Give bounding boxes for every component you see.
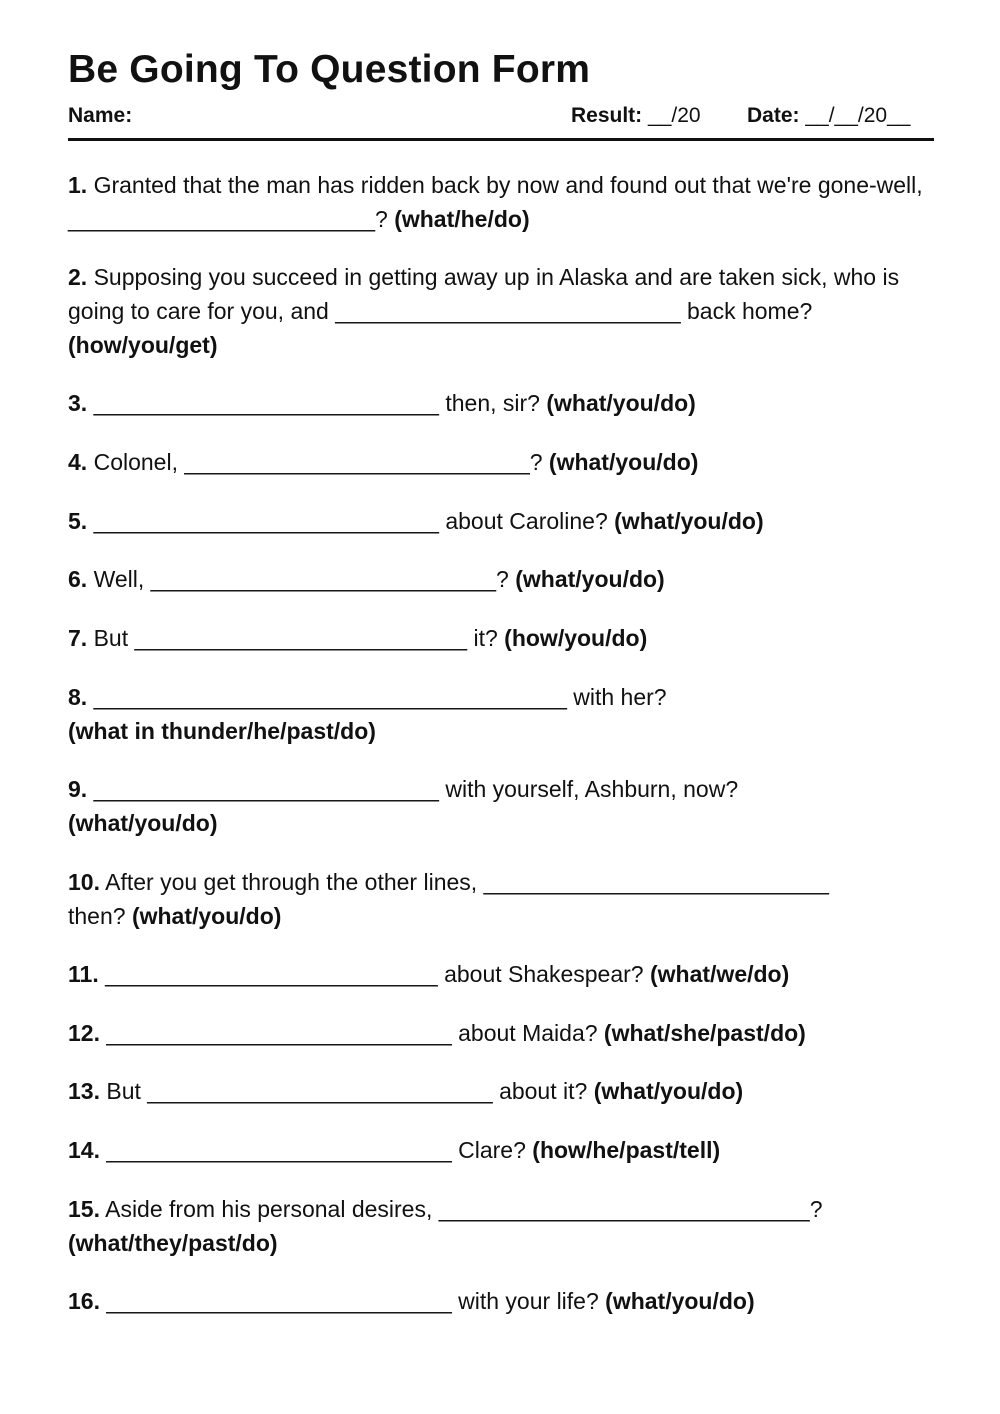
question-12: 12. ___________________________ about Maida? (what/she/past/do) <box>68 1020 806 1046</box>
date-value: __/__/20__ <box>805 104 911 127</box>
answer-blank[interactable]: ___________________________ <box>335 298 681 324</box>
answer-blank[interactable]: _____________________________ <box>438 1196 810 1222</box>
date-label: Date: <box>747 104 800 127</box>
question-2: 2. Supposing you succeed in getting away up in Alaska and are taken sick, who is going to care for you, and ___________________________ back home? (how/you/get) <box>68 264 900 358</box>
question-11: 11. __________________________ about Shakespear? (what/we/do) <box>68 961 790 987</box>
question-9: 9. ___________________________ with yourself, Ashburn, now? (what/you/do) <box>68 776 739 836</box>
question-16: 16. ___________________________ with your life? (what/you/do) <box>68 1288 755 1314</box>
header-meta <box>68 102 934 130</box>
answer-blank[interactable]: _____________________________________ <box>93 684 567 710</box>
question-1: 1. Granted that the man has ridden back by now and found out that we're gone-well, ________________________? (what/he/do) <box>68 172 923 232</box>
result-value: __/20 <box>648 104 701 127</box>
answer-blank[interactable]: __________________________ <box>134 625 468 651</box>
answer-blank[interactable]: ___________________________ <box>106 1020 452 1046</box>
answer-blank[interactable]: ___________________________ <box>93 390 439 416</box>
answer-blank[interactable]: ___________________________ <box>150 566 497 592</box>
answer-blank[interactable]: ___________________________ <box>106 1288 452 1314</box>
answer-blank[interactable]: ___________________________ <box>93 776 439 802</box>
page-title: Be Going To Question Form <box>68 48 591 91</box>
header-divider <box>68 138 934 141</box>
result-label: Result: <box>571 104 643 127</box>
answer-blank[interactable]: ___________________________ <box>483 869 829 895</box>
answer-blank[interactable]: ___________________________ <box>147 1078 493 1104</box>
answer-blank[interactable]: ___________________________ <box>184 449 530 475</box>
question-15: 15. Aside from his personal desires, _____________________________? (what/they/past/do) <box>68 1196 823 1256</box>
answer-blank[interactable]: ___________________________ <box>93 508 439 534</box>
question-3: 3. ___________________________ then, sir? (what/you/do) <box>68 390 696 416</box>
result-field <box>571 102 701 130</box>
answer-blank[interactable]: __________________________ <box>105 961 438 987</box>
question-14: 14. ___________________________ Clare? (how/he/past/tell) <box>68 1137 721 1163</box>
question-8: 8. _____________________________________ with her? (what in thunder/he/past/do) <box>68 684 667 744</box>
question-6: 6. Well, ___________________________? (what/you/do) <box>68 566 665 592</box>
question-7: 7. But __________________________ it? (how/you/do) <box>68 625 648 651</box>
answer-blank[interactable]: ________________________ <box>68 206 375 232</box>
question-10: 10. After you get through the other lines, ___________________________ then? (what/you/do) <box>68 869 829 929</box>
question-5: 5. ___________________________ about Caroline? (what/you/do) <box>68 508 764 534</box>
question-13: 13. But ___________________________ about it? (what/you/do) <box>68 1078 744 1104</box>
answer-blank[interactable]: ___________________________ <box>106 1137 452 1163</box>
name-label: Name: <box>68 104 133 127</box>
question-4: 4. Colonel, ___________________________? (what/you/do) <box>68 449 699 475</box>
date-field <box>747 102 910 130</box>
